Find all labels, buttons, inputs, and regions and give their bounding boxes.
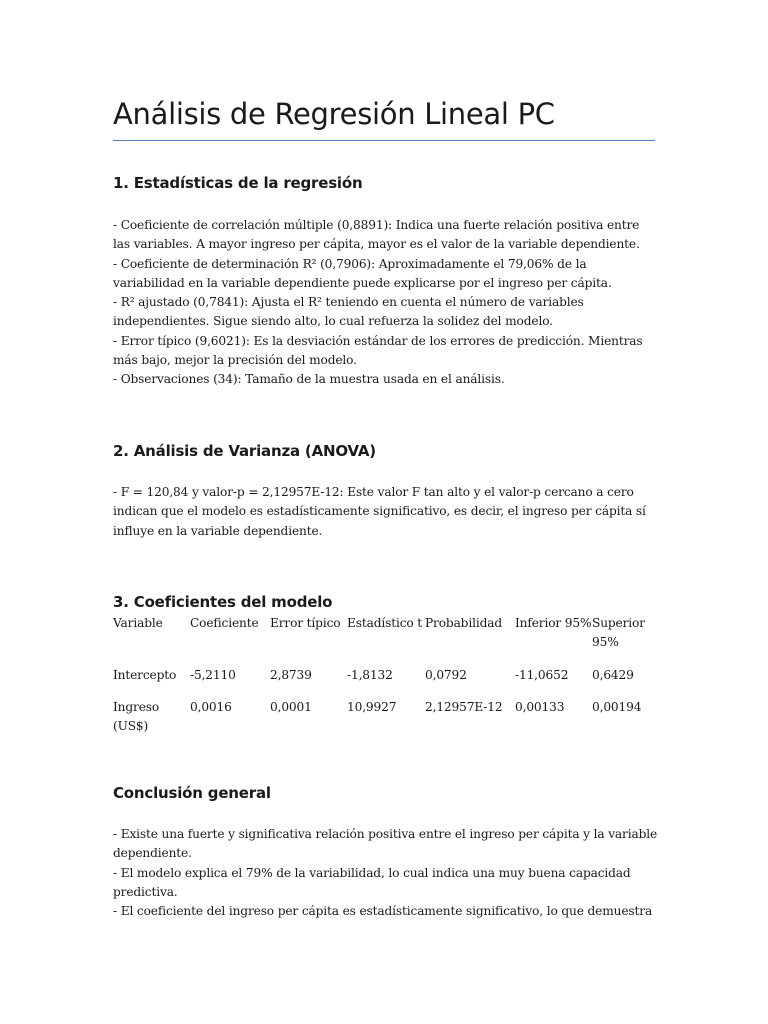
- page-title: Análisis de Regresión Lineal PC: [113, 97, 555, 131]
- paragraph-conclusion-coefficient: - El coeficiente del ingreso per cápita es estadísticamente significativo, lo que demuestra: [113, 904, 653, 919]
- table-row: [113, 698, 658, 750]
- table-cell: 0,00133: [515, 699, 565, 714]
- table-cell: 2,8739: [270, 667, 312, 682]
- table-cell: 0,0016: [190, 699, 232, 714]
- table-header-cell: Coeficiente: [190, 616, 259, 630]
- table-cell: -1,8132: [347, 667, 393, 682]
- section-body-conclusion: [113, 825, 658, 921]
- section-heading-conclusion: Conclusión general: [113, 784, 271, 802]
- table-header-cell: Probabilidad: [425, 616, 502, 630]
- paragraph-determination: - Coeficiente de determinación R² (0,7906): Aproximadamente el 79,06% de la variabilidad en la variable dependiente puede explicarse por el ingreso per cápita.: [113, 256, 612, 290]
- section-heading-regression-stats: 1. Estadísticas de la regresión: [113, 174, 363, 192]
- table-header-cell: Variable: [113, 616, 163, 630]
- coefficients-table: [113, 614, 658, 749]
- paragraph-adjusted-r2: - R² ajustado (0,7841): Ajusta el R² teniendo en cuenta el número de variables independientes. Sigue siendo alto, lo cual refuerza la solidez del modelo.: [113, 295, 584, 329]
- section-heading-coefficients: 3. Coeficientes del modelo: [113, 593, 333, 611]
- paragraph-standard-error: - Error típico (9,6021): Es la desviación estándar de los errores de predicción. Mientras más bajo, mejor la precisión del modelo.: [113, 333, 643, 368]
- table-cell: 0,0792: [425, 667, 467, 682]
- table-header-cell: Error típico: [270, 616, 341, 630]
- table-cell: Ingreso (US$): [113, 699, 160, 734]
- table-cell: 10,9927: [347, 699, 397, 714]
- table-cell: -11,0652: [515, 667, 569, 682]
- table-header-cell: Superior 95%: [592, 616, 645, 650]
- table-cell: -5,2110: [190, 667, 236, 682]
- table-cell: 0,0001: [270, 699, 312, 714]
- paragraph-anova: - F = 120,84 y valor-p = 2,12957E-12: Este valor F tan alto y el valor-p cercano a cero indican que el modelo es estadísticamente significativo, es decir, el ingreso per cápita sí influye en la variable dependiente.: [113, 485, 646, 538]
- title-divider: [113, 140, 655, 141]
- table-cell: 0,00194: [592, 699, 642, 714]
- table-cell: 2,12957E-12: [425, 699, 503, 714]
- section-body-anova: [113, 483, 658, 541]
- paragraph-conclusion-relationship: - Existe una fuerte y significativa relación positiva entre el ingreso per cápita y la variable dependiente.: [113, 827, 658, 861]
- paragraph-conclusion-variability: - El modelo explica el 79% de la variabilidad, lo cual indica una muy buena capacidad predictiva.: [113, 865, 631, 899]
- table-cell: 0,6429: [592, 667, 634, 682]
- section-heading-anova: 2. Análisis de Varianza (ANOVA): [113, 442, 376, 460]
- table-header-cell: Inferior 95%: [515, 616, 592, 630]
- table-header-row: [113, 614, 658, 666]
- table-row: [113, 666, 658, 698]
- paragraph-correlation: - Coeficiente de correlación múltiple (0,8891): Indica una fuerte relación positiva entre las variables. A mayor ingreso per cápita, mayor es el valor de la variable dependiente.: [113, 218, 640, 252]
- table-cell: Intercepto: [113, 667, 177, 682]
- section-body-regression-stats: [113, 216, 658, 390]
- paragraph-observations: - Observaciones (34): Tamaño de la muestra usada en el análisis.: [113, 372, 505, 387]
- table-header-cell: Estadístico t: [347, 616, 423, 630]
